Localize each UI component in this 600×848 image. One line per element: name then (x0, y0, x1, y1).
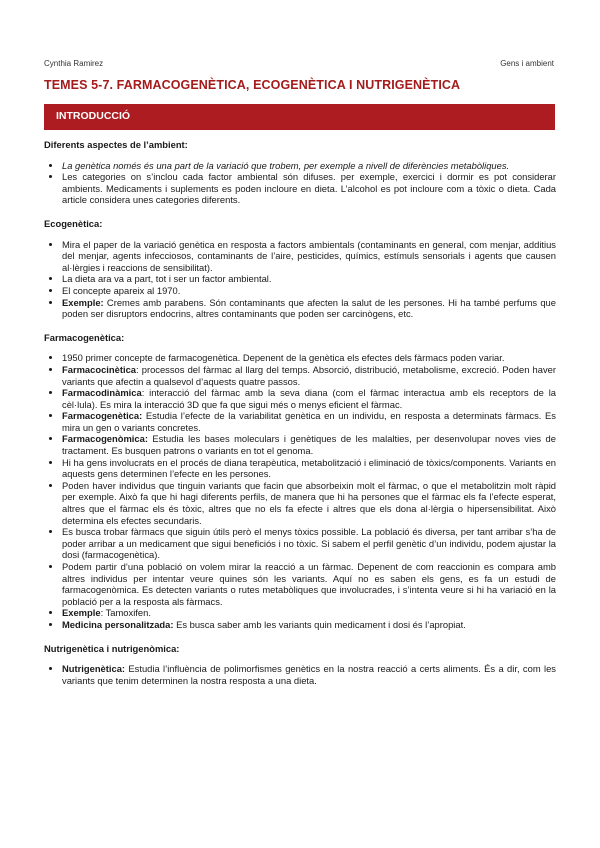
section-banner (44, 104, 555, 130)
term-label: Medicina personalitzada: (62, 618, 174, 630)
term-text: Estudia les bases moleculars i genètiques de les malalties, per desenvolupar noves vies de tractament. Es busquen patrons o variants en tot el genoma. (62, 433, 556, 457)
page-title: TEMES 5-7. FARMACOGENÈTICA, ECOGENÈTICA I NUTRIGENÈTICA (44, 78, 461, 92)
list-item (62, 387, 556, 410)
list-item: • Es busca trobar fàrmacs que siguin útils però el menys tòxics possible. La població és diversa, per tant arribar s’ha de poder arribar a un medicament que sigui beneficiós i no tòxic. Si sabem el perfil genètic d’un individu, podem ajustar la dosi (farmacogenètica). (62, 526, 556, 561)
heading-farmacogenetica: Farmacogenètica: (44, 331, 125, 343)
heading-aspectes: Diferents aspectes de l’ambient: (44, 139, 188, 150)
term-label: Farmacocinètica (62, 363, 136, 375)
header-subject: Gens i ambient (500, 59, 554, 68)
heading-nutrigenetica: Nutrigenètica i nutrigenòmica: (44, 642, 180, 654)
list-item (62, 410, 556, 433)
term-text: Estudia l’efecte de la variabilitat genètica en un individu, en resposta a determinats fàrmacs. Es mira un gen o variants concretes. (62, 410, 556, 433)
list-item: • 1950 primer concepte de farmacogenètica. Depenent de la genètica els efectes dels fàrmacs poden variar. (62, 352, 556, 364)
list-item: • La genètica només és una part de la variació que trobem, per exemple a nivell de diferències metabòliques. (62, 160, 556, 172)
list-item: • Podem partir d’una població on volem mirar la reacció a un fàrmac. Depenent de com reaccionin es compara amb altres individus per intentar veure quines són les variants. Aquí no es saben els gens, es fa un estudi de farmacogenòmica. Es detecten variants o rutes metabòliques que involucrades, i s’intenta veure si hi ha variació en la població per a la resposta als fàrmacs. (62, 561, 556, 607)
list-item: • La dieta ara va a part, tot i ser un factor ambiental. (62, 273, 556, 285)
list-item: • Mira el paper de la variació genètica en resposta a factors ambientals (contaminants en general, com menjar, additius del menjar, agents infecciosos, contaminants de l’aire, pesticides, químics, estímuls sensorials i agents que causen al·lèrgies i reaccions de sensibilitat). (62, 239, 556, 274)
list-item (62, 607, 556, 619)
list-farmacogenetica (44, 352, 556, 630)
list-item (62, 433, 556, 456)
content (44, 139, 556, 698)
list-item: • Les categories on s’inclou cada factor ambiental són difuses. per exemple, exercici i dormir es pot considerar ambients. Medicaments i suplements es poden incloure en dieta. L’alcohol es pot incloure com a tòxic o dieta. Cada article considera unes categories diferents. (62, 171, 556, 206)
list-item: • Hi ha gens involucrats en el procés de diana terapèutica, metabolització i eliminació de tòxics/components. Variants en aquests gens determinen l’efecte en les persones. (62, 457, 556, 480)
term-label: Farmacogenòmica: (62, 433, 148, 445)
term-text: : interacció del fàrmac amb la seva diana (com el fàrmac interactua amb els receptors de la cèl·lula). Es mira la interacció 3D que fa que sigui més o menys eficient el fàrmac. (62, 387, 556, 410)
section-banner-label: INTRODUCCIÓ (56, 110, 131, 122)
list-item (62, 619, 556, 631)
list-item: • El concepte apareix al 1970. (62, 285, 556, 297)
list-item (62, 297, 556, 320)
header-author: Cynthia Ramirez (44, 59, 104, 68)
term-text: Estudia l’influència de polimorfismes genètics en la nostra reacció a certs aliments. És a dir, com les variants que tenim determinen la nostra resposta a una dieta. (62, 663, 556, 686)
term-label: Farmacodinàmica (62, 387, 142, 399)
list-item: • Poden haver individus que tinguin variants que facin que absorbeixin molt el fàrmac, o que el metabolitzin molt ràpid per exemple. Això fa que hi hagi diferents perfils, de manera que hi ha persones que el fàrmac els fa l’efecte esperat, altres que el fàrmac els és tòxic, altres que no els fa efecte i altres que els dona al·lèrgia o hipersensibilitat. Això determina els efectes secundaris. (62, 480, 556, 526)
list-ecogenetica (44, 239, 556, 320)
term-text: Cremes amb parabens. Són contaminants que afecten la salut de les persones. Hi ha també perfums que poden ser disruptors endocrins, altres contaminants que poden ser carcinògens, etc. (62, 296, 556, 320)
term-label: Farmacogenètica: (62, 410, 143, 422)
term-label: Exemple (62, 607, 101, 619)
term-text: Es busca saber amb les variants quin medicament i dosi és l’apropiat. (173, 618, 466, 630)
term-text: : Tamoxifen. (100, 607, 151, 619)
list-item (62, 364, 556, 387)
list-item (62, 663, 556, 686)
term-text: : processos del fàrmac al llarg del temps. Absorció, distribució, metabolisme, excreció. Poden haver variants que afectin a qualsevol d’aquests quatre passos. (62, 363, 556, 387)
heading-ecogenetica: Ecogenètica: (44, 217, 103, 229)
term-label: Exemple: (62, 296, 104, 308)
list-nutrigenetica (44, 663, 556, 686)
list-aspectes (44, 160, 556, 206)
term-label: Nutrigenètica: (62, 663, 126, 675)
